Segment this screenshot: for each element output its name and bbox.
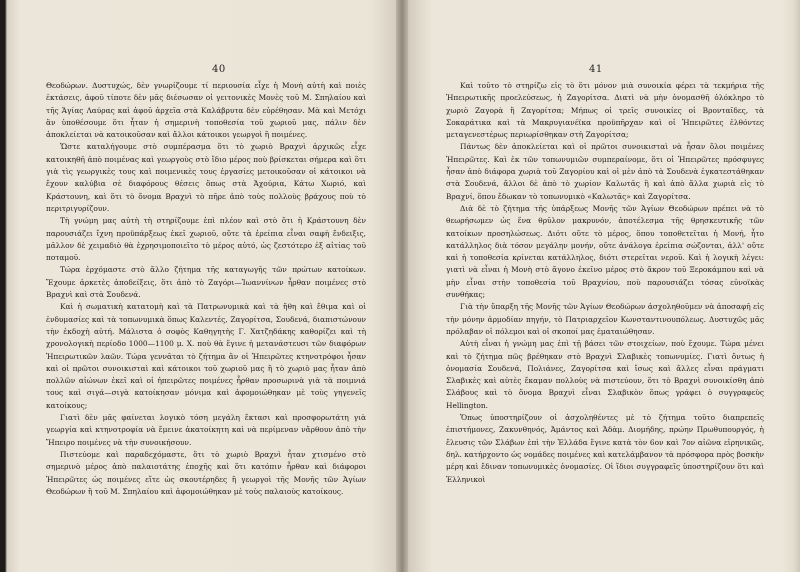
paragraph: Ὅπως ὑποστηρίζουν οἱ ἀσχοληθέντες μὲ τὸ ζήτημα τοῦτο διαπρεπεῖς ἐπιστήμονες, Ζακυνθηνός, Ἀμάντος καὶ Ἀδὰμ. Διομήδης, πρώην Πρωθυπουργός, ἡ ἔλευσις τῶν Σλάβων ἐπὶ τὴν Ἑλλάδα ἔγινε κατὰ τὸν 6ον καὶ 7ον αἰῶνα εἰρηνικῶς, δηλ. κατήρχοντο ὡς νομάδες ποιμένες καὶ κατελάμβανον τὰ πρόσφορα πρὸς βοσκὴν μέρη καὶ ἔδιναν τοπωνυμικὲς ὀνομασίες. Οἱ ἴδιοι συγγραφεῖς ὑποστηρίζουν ὅτι καὶ Ἑλληνικοὶ <box>446 413 764 484</box>
paragraph: Τὴ γνώμη μας αὐτὴ τὴ στηρίζουμε ἐπὶ πλέον καὶ στὸ ὅτι ἡ Κράστουνη δὲν παρουσιάζει ἴχνη προϋπάρξεως ἐκεῖ χωριοῦ, οὔτε τὰ ἐρείπια εἶναι σαφὴ ἔνδειξις, μᾶλλον δὲ χειμαδιὸ θὰ ἐχρησιμοποιεῖτο τὸ μέρος αὐτό, ὡς ζεστότερο ἐξ αἰτίας τοῦ ποταμοῦ. <box>46 216 366 263</box>
paragraph: Αὐτὴ εἶναι ἡ γνώμη μας ἐπὶ τῇ βάσει τῶν στοιχείων, ποὺ ἔχουμε. Τώρα μένει καὶ τὸ ζήτημα πῶς βρέθηκαν στὸ Βραχνὶ Σλαβικὲς τοπωνυμίες. Γιατὶ ὄντως ἡ ὀνομασία Σουδενά, Πολιάνες, Ζαγορίτσα καὶ ἴσως καὶ ἄλλες εἶναι πράγματι Σλαβικὲς καὶ αὐτὲς ἔκαμαν πολλοὺς νὰ πιστεύουν, ὅτι τὸ Βραχνὶ συνοικίσθη ἀπὸ Σλάβους καὶ τὸ ὄνομα Βραχνὶ εἶναι Σλαβικὸν ὅπως γράφει ὁ συγγραφεὺς Hellington. <box>446 339 764 410</box>
page-number-left: 40 <box>212 64 226 75</box>
paragraph: Καὶ ἡ σωματικὴ κατατομὴ καὶ τὰ Πατρωνυμικὰ καὶ τὰ ἤθη καὶ ἔθιμα καὶ οἱ ἐνδυμασίες καὶ τὰ τοπωνυμικὰ ὅπως Καλεντές, Ζαγορίτσα, Σουδενά, διαπιστώνουν τὴν ἐκδοχὴ αὐτή. Μάλιστα ὁ σοφὸς Καθηγητὴς Γ. Χατζηδάκης καθορίζει καὶ τὴ χρονολογικὴ περίοδο 1000—1100 μ. Χ. ποὺ θὰ ἔγινε ἡ μετανάστευσι τῶν διαφόρων Ἠπειρωτικῶν λαῶν. Τώρα γεννᾶται τὸ ζήτημα ἂν οἱ Ἠπειρῶτες κτηνοτρόφοι ἦσαν καὶ οἱ πρῶτοι συνοικισταὶ καὶ κάτοικοι τοῦ χωριοῦ μας ἢ τὸ χωριὸ μας ἦταν ἀπὸ πολλῶν αἰώνων ἐκεῖ καὶ οἱ ἠπειρῶτες ποιμένες ἦρθαν προσωρινὰ γιὰ τὰ ποιμνιά τους καὶ σιγά—σιγὰ κατοίκησαν μόνιμα καὶ ἀφομοιώθηκαν μὲ τοὺς γηγενεῖς κατοίκους; <box>46 302 366 410</box>
page-number-right: 41 <box>589 64 603 75</box>
paragraph: Γιὰ τὴν ὕπαρξη τῆς Μονῆς τῶν Ἁγίων Θεοδώρων ἀσχοληθοῦμεν νὰ ἀποσαφῆ εἰς τὴν μόνην ἁρμοδίαν πηγήν, τὸ Πατριαρχεῖον Κωνσταντινουπόλεως. Δυστυχῶς μᾶς πρόλαβαν οἱ πόλεμοι καὶ οἱ σκοποί μας ἐματαιώθησαν. <box>446 302 764 336</box>
paragraph: Ὥστε καταλήγουμε στὸ συμπέρασμα ὅτι τὸ χωριὸ Βραχνὶ ἀρχικῶς εἶχε κατοικηθῆ ἀπὸ ποιμένας καὶ γεωργοὺς στὸ ἴδιο μέρος ποὺ βρίσκεται σήμερα καὶ ὅτι γιὰ τὶς γεωργικὲς τους καὶ ποιμενικὲς τους ἐργασίες μετοικοῦσαν οἱ κάτοικοι νὰ ἔχουν καλύβια σὲ διαφόρους θέσεις ὅπως στὰ Ἀχούρια, Κάτω Χωριό, καὶ Κράστουνη, καὶ ὅτι τὸ ὄνομα Βραχνὶ τὸ πῆρε ἀπὸ τοὺς πολλοὺς βράχους ποὺ τὸ περιτριγυρίζουν. <box>46 142 366 213</box>
paragraph: Πιστεύομε καὶ παραδεχόμαστε, ὅτι τὸ χωριὸ Βραχνὶ ἦταν χτισμένο στὸ σημερινὸ μέρος ἀπὸ παλαιοτάτης ἐποχῆς καὶ ὅτι κατόπιν ἦρθαν καὶ διάφοροι Ἠπειρῶτες ὡς ποιμένες εἴτε ὡς σκουτέρηδες ἢ γεωργοὶ τῆς Μονῆς τῶν Ἁγίων Θεοδώρων ἢ τοῦ Μ. Σπηλαίου καὶ ἀφομοιώθηκαν μὲ τοὺς παλαιοὺς κατοίκους. <box>46 449 366 496</box>
paragraph: Τώρα ἐρχόμαστε στὸ ἄλλο ζήτημα τῆς καταγωγῆς τῶν πρώτων κατοίκων. Ἔχουμε ἀρκετὲς ἀποδείξεις, ὅτι ἀπὸ τὸ Ζαγόρι—Ἰωαννίνων ἦρθαν ποιμένες στὸ Βραχνὶ καὶ στὰ Σουδενά. <box>46 265 366 300</box>
right-page-text <box>446 80 764 486</box>
paragraph: Πάντως δὲν ἀποκλείεται καὶ οἱ πρῶτοι συνοικισταὶ νὰ ἦσαν ὅλοι ποιμένες Ἠπειρῶτες. Καὶ ἐκ τῶν τοπωνυμιῶν συμπεραίνομε, ὅτι οἱ Ἠπειρῶτες πρόσφυγες ἦσαν ἀπὸ διάφορα χωριὰ τοῦ Ζαγορίου καὶ οἱ μὲν ἀπὸ τὰ Σουδενὰ ἐγκατεστάθηκαν στὰ Σουδενά, ἄλλοι δὲ ἀπὸ τὸ χωρίον Καλωτᾶς ἢ καὶ ἀπὸ ἄλλα χωριὰ εἰς τὸ Βραχνί, ὅπου ἔδωκαν τὸ τοπωνυμικὸ «Καλωτᾶς» καὶ Ζαγορίτσα. <box>446 142 764 201</box>
left-page-text <box>46 80 366 498</box>
right-page <box>402 0 800 572</box>
paragraph: Καὶ τοῦτο τὸ στηρίζω εἰς τὸ ὅτι μόνον μιὰ συνοικία φέρει τὰ τεκμήρια τῆς Ἠπειρωτικῆς προελεύσεως, ἡ Ζαγορίτσα. Διατὶ νὰ μὴν ὀνομασθῆ ὁλόκληρο τὸ χωριὸ Ζαγορὰ ἢ Ζαγορίτσα; Μήπως οἱ τρεῖς συνοικίες οἱ Βρονταῖδες, τὰ Σοκαράτικα καὶ τὰ Μακρυγιανέϊκα προϋπῆρχαν καὶ οἱ Ἠπειρῶτες ἐλθόντες μεταγενεστέρως περιωρίσθηκαν στὴ Ζαγορίτσα; <box>446 81 764 140</box>
paragraph: Γιατὶ δὲν μᾶς φαίνεται λογικὸ τόση μεγάλη ἔκτασι καὶ προσφορωτάτη γιὰ γεωργία καὶ κτηνοτροφία νὰ ἔμεινε ἀκατοίκητη καὶ νὰ περίμεναν νἄρθουν ἀπὸ τὴν Ἤπειρο ποιμένες νὰ τὴν συνοικήσουν. <box>46 413 366 447</box>
book-gutter <box>396 0 408 572</box>
paragraph: Διὰ δὲ τὸ ζήτημα τῆς ὑπάρξεως Μονῆς τῶν Ἁγίων Θεοδώρων πρέπει νὰ τὸ θεωρήσωμεν ὡς ἕνα θρῦλον μακρυνόν, ἀποτέλεσμα τῆς θρησκευτικῆς τῶν κατοίκων προσηλώσεως. Διότι οὔτε τὸ μέρος, ὅπου τοποθετεῖται ἡ Μονή, ἦτο κατάλληλος διὰ τόσον μεγάλην μονήν, οὔτε ἀνάλογα ἐρείπια σώζονται, ἀλλ' οὔτε καὶ ἡ τοποθεσία κρίνεται κατάλληλος, διότι στερεῖται νεροῦ. Καὶ ἡ λογικὴ λέγει: γιατὶ νὰ εἶναι ἡ Μονὴ στὸ ἄγονο ἐκεῖνο μέρος στὸ ἄκρον τοῦ Ξεροκάμπου καὶ νὰ μὴν εἶναι στὴν τοποθεσία τοῦ Βραχνίου, ποὺ παρουσιάζει τόσας εὐνοϊκὰς συνθήκας; <box>446 203 764 300</box>
paragraph: Θεοδώρων. Δυστυχώς, δὲν γνωρίζουμε τί περιουσία εἶχε ἡ Μονὴ αὐτὴ καὶ ποιὲς ἐκτάσεις, ἀφοῦ τίποτε δὲν μᾶς διέσωσαν οἱ γειτονικὲς Μονὲς τοῦ Μ. Σπηλαίου καὶ τῆς Ἁγίας Λαύρας καὶ ἀφοῦ ἀρχεῖα στὰ Καλάβρυτα δὲν εὑρέθησαν. Μὰ καὶ Μετόχι ἂν ὑποθέσουμε ὅτι ἦταν ἡ σημερινὴ τοποθεσία τοῦ χωριοῦ μας, πάλιν δὲν ἀποκλείεται νὰ κατοικοῦσαν καὶ ἄλλοι κάτοικοι γεωργοὶ ἢ ποιμένες. <box>46 81 366 140</box>
